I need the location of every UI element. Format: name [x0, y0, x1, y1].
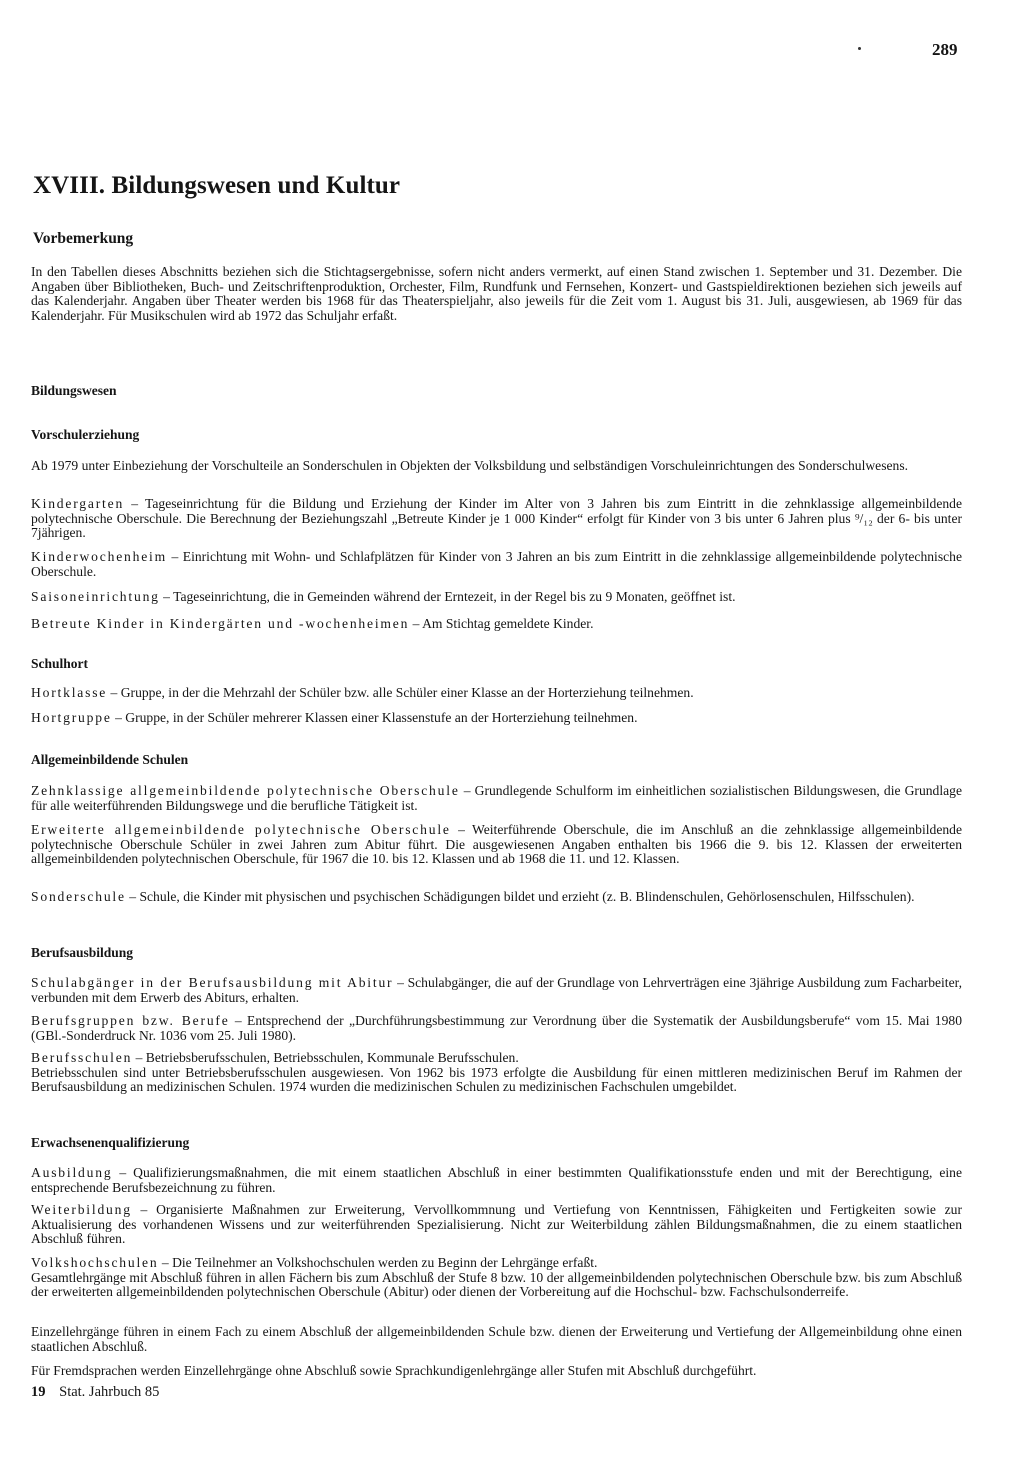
term-saisoneinrichtung: Saisoneinrichtung — [31, 589, 160, 604]
erwachsenenqualifizierung-heading: Erwachsenenqualifizierung — [31, 1135, 190, 1150]
definition-weiterbildung — [31, 1203, 962, 1247]
fremdsprachen-text: Für Fremdsprachen werden Einzellehrgänge ohne Abschluß sowie Sprachkundigenlehrgänge aller Stufen mit Abschluß durchgeführt. — [31, 1363, 757, 1378]
definition-text: – Schule, die Kinder mit physischen und psychischen Schädigungen bildet und erzieht (z. B. Blindenschulen, Gehörlosenschulen, Hilfsschulen). — [125, 889, 915, 904]
term-kinderwochenheim: Kinderwochenheim — [31, 549, 168, 564]
definition-saisoneinrichtung — [31, 590, 962, 605]
bildungswesen-heading: Bildungswesen — [31, 383, 117, 398]
term-erweiterte-oberschule: Erweiterte allgemeinbildende polytechnische Oberschule — [31, 822, 451, 837]
definition-kinderwochenheim — [31, 550, 962, 579]
chapter-title: XVIII. Bildungswesen und Kultur — [33, 172, 401, 199]
term-volkshochschulen: Volkshochschulen — [31, 1255, 159, 1270]
term-betreute-kinder: Betreute Kinder in Kindergärten und -wochenheimen — [31, 616, 410, 631]
term-ausbildung: Ausbildung — [31, 1165, 113, 1180]
term-hortklasse: Hortklasse — [31, 685, 108, 700]
term-weiterbildung: Weiterbildung — [31, 1202, 132, 1217]
definition-text: – Tageseinrichtung für die Bildung und Erziehung der Kinder im Alter von 3 Jahren bis zum Eintritt in die zehnklassige allgemeinbildende polytechnische Oberschule. Die Berechnung der Beziehungszahl „Betreute Kinder je 1 000 Kinder“ erfolgt für Kinder von 3 bis unter 6 Jahren plus ⁹/₁₂ der 6- bis unter 7jährigen. — [31, 496, 962, 541]
term-sonderschule: Sonderschule — [31, 889, 126, 904]
definition-text: – Die Teilnehmer an Volkshochschulen werden zu Beginn der Lehrgänge erfaßt. — [158, 1255, 598, 1270]
definition-erweiterte-oberschule — [31, 823, 962, 867]
definition-text: – Organisierte Maßnahmen zur Erweiterung, Vervollkommnung und Vertiefung von Kenntnissen, Fähigkeiten und Fertigkeiten sowie zur Aktualisierung des vorhandenen Wissens und zur weiterführenden Spezialisierung. Nicht zur Weiterbildung zählen Bildungsmaßnahmen, die zu einem staatlichen Abschluß führen. — [31, 1202, 962, 1247]
definition-ausbildung — [31, 1166, 962, 1195]
definition-text: – Entsprechend der „Durchführungsbestimmung zur Verordnung über die Systematik der Ausbildungsberufe“ vom 15. Mai 1980 (GBl.-Sonderdruck Nr. 1036 vom 25. Juli 1980). — [31, 1013, 962, 1043]
vorbemerkung-heading: Vorbemerkung — [33, 230, 134, 247]
definition-schulabgaenger-abitur — [31, 976, 962, 1005]
term-zehnklassige-oberschule: Zehnklassige allgemeinbildende polytechnische Oberschule — [31, 783, 460, 798]
page-footer — [31, 1384, 159, 1401]
definition-hortgruppe — [31, 711, 962, 726]
term-hortgruppe: Hortgruppe — [31, 710, 112, 725]
schulhort-heading: Schulhort — [31, 656, 89, 671]
definition-berufsgruppen — [31, 1014, 962, 1043]
definition-volkshochschulen — [31, 1256, 962, 1300]
definition-text-continued: Gesamtlehrgänge mit Abschluß führen in allen Fächern bis zum Abschluß der Stufe 8 bzw. 10 der allgemeinbildenden polytechnischen Oberschule bzw. bis zum Abschluß der erweiterten allgemeinbildenden polytechnischen Oberschule (Abitur) oder dienen der Vorbereitung auf die Hochschul- bzw. Fachschulsonderreife. — [31, 1269, 962, 1300]
definition-text: – Grundlegende Schulform im einheitlichen sozialistischen Bildungswesen, die Grundlage für alle weiterführenden Bildungswege und die berufliche Tätigkeit ist. — [31, 783, 962, 813]
definition-text: – Gruppe, in der die Mehrzahl der Schüler bzw. alle Schüler einer Klasse an der Horterziehung teilnehmen. — [107, 685, 694, 700]
term-berufsschulen: Berufsschulen — [31, 1050, 133, 1065]
berufsausbildung-heading: Berufsausbildung — [31, 945, 134, 960]
definition-text: – Gruppe, in der Schüler mehrerer Klassen einer Klassenstufe an der Horterziehung teilnehmen. — [111, 710, 638, 725]
definition-berufsschulen — [31, 1051, 962, 1095]
definition-text-continued: Betriebsschulen sind unter Betriebsberufsschulen ausgewiesen. Von 1962 bis 1973 erfolgte die Ausbildung für einen mittleren medizinischen Beruf im Rahmen der Berufsausbildung an medizinischen Schulen. 1974 wurden die medizinischen Schulen zu medizinischen Fachschulen umgebildet. — [31, 1064, 962, 1095]
einzellehrgaenge-text: Einzellehrgänge führen in einem Fach zu einem Abschluß der allgemeinbildenden Schule bzw. dienen der Erweiterung und Vertiefung der Allgemeinbildung ohne einen staatlichen Abschluß. — [31, 1324, 962, 1354]
vorbemerkung-text: In den Tabellen dieses Abschnitts beziehen sich die Stichtagsergebnisse, sofern nicht anders vermerkt, auf einen Stand zwischen 1. September und 31. Dezember. Die Angaben über Bibliotheken, Buch- und Zeitschriftenproduktion, Orchester, Film, Rundfunk und Fernsehen, Konzert- und Gastspieldirektionen beziehen sich jeweils auf das Kalenderjahr. Angaben über Theater werden bis 1968 für das Theaterspieljahr, also jeweils für die Zeit vom 1. August bis 31. Juli, ausgewiesen, ab 1969 für das Kalenderjahr. Für Musikschulen wird ab 1972 das Schuljahr erfaßt. — [31, 264, 962, 323]
page-number: 289 — [932, 40, 958, 59]
vorschulerziehung-heading: Vorschulerziehung — [31, 427, 140, 442]
vorschulerziehung-intro: Ab 1979 unter Einbeziehung der Vorschulteile an Sonderschulen in Objekten der Volksbildung und selbständigen Vorschuleinrichtungen des Sonderschulwesens. — [31, 458, 909, 473]
footer-source: Stat. Jahrbuch 85 — [59, 1384, 160, 1400]
definition-zehnklassige-oberschule — [31, 784, 962, 813]
definition-sonderschule — [31, 890, 962, 905]
definition-hortklasse — [31, 686, 962, 701]
definition-text: – Tageseinrichtung, die in Gemeinden während der Erntezeit, in der Regel bis zu 9 Monaten, geöffnet ist. — [159, 589, 736, 604]
definition-text: – Am Stichtag gemeldete Kinder. — [409, 616, 594, 631]
definition-kindergarten — [31, 497, 962, 541]
footer-sheet-number: 19 — [31, 1384, 46, 1400]
definition-text: – Betriebsberufsschulen, Betriebsschulen, Kommunale Berufsschulen. — [132, 1050, 519, 1065]
definition-text: – Weiterführende Oberschule, die im Anschluß an die zehnklassige allgemeinbildende polytechnische Oberschule Schüler in zwei Jahren zum Abitur führt. Die ausgewiesenen Angaben enthalten bis 1966 die 9. bis 12. Klassen der erweiterten allgemeinbildenden polytechnischen Oberschule, für 1967 die 10. bis 12. Klassen und ab 1968 die 11. und 12. Klassen. — [31, 822, 962, 867]
print-speck — [858, 47, 861, 50]
definition-text: – Schulabgänger, die auf der Grundlage von Lehrverträgen eine 3jährige Ausbildung zum Facharbeiter, verbunden mit dem Erwerb des Abiturs, erhalten. — [31, 975, 962, 1005]
definition-betreute-kinder — [31, 617, 962, 632]
allgemeinbildende-heading: Allgemeinbildende Schulen — [31, 752, 189, 767]
definition-text: – Einrichtung mit Wohn- und Schlafplätzen für Kinder von 3 Jahren an bis zum Eintritt in die zehnklassige allgemeinbildende polytechnische Oberschule. — [31, 549, 962, 579]
definition-text: – Qualifizierungsmaßnahmen, die mit einem staatlichen Abschluß in einer bestimmten Qualifikationsstufe enden und mit der Berechtigung, eine entsprechende Berufsbezeichnung zu führen. — [31, 1165, 962, 1195]
term-berufsgruppen: Berufsgruppen bzw. Berufe — [31, 1013, 230, 1028]
term-kindergarten: Kindergarten — [31, 496, 125, 511]
term-schulabgaenger-abitur: Schulabgänger in der Berufsausbildung mit Abitur — [31, 975, 394, 990]
